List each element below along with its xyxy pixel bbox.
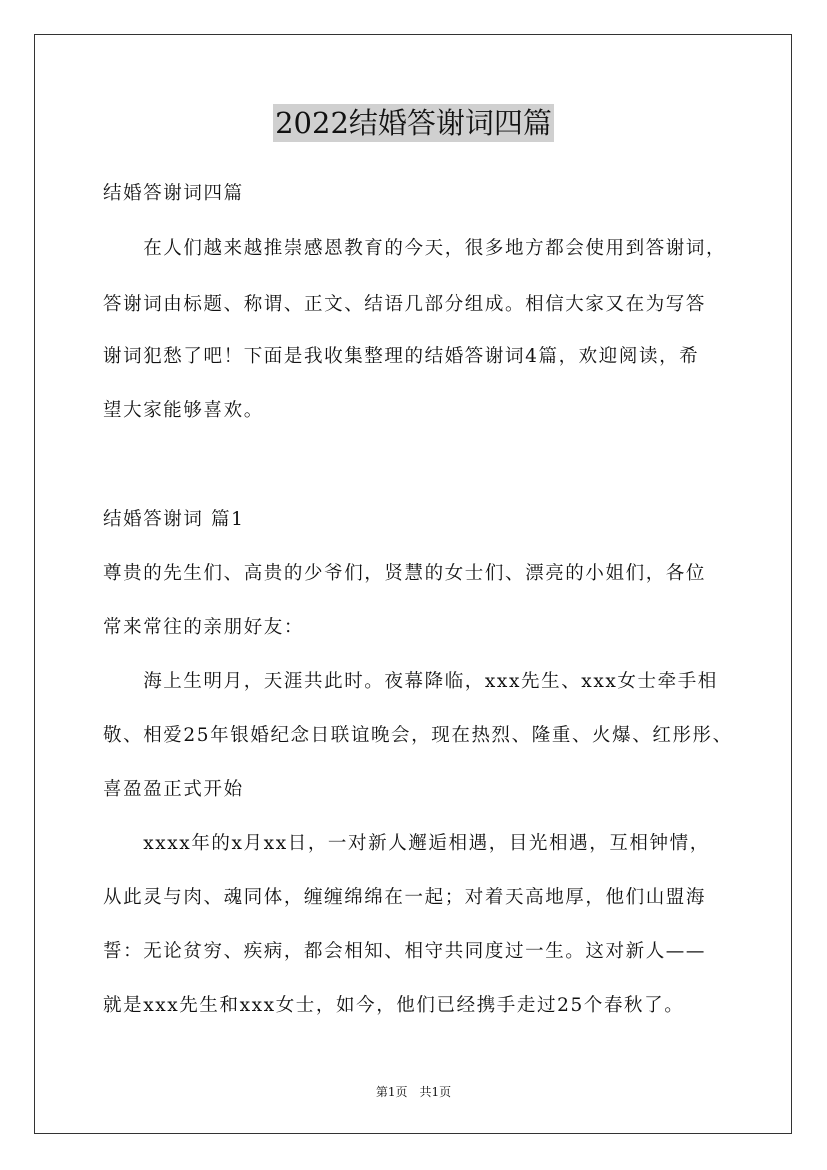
intro-line: 谢词犯愁了吧！下面是我收集整理的结婚答谢词4篇，欢迎阅读，希 <box>103 346 700 367</box>
salutation-line: 常来常往的亲朋好友： <box>103 617 305 638</box>
document-title: 2022结婚答谢词四篇 <box>275 106 552 140</box>
intro-line: 答谢词由标题、称谓、正文、结语几部分组成。相信大家又在为写答 <box>103 294 707 315</box>
salutation-line: 尊贵的先生们、高贵的少爷们，贤慧的女士们、漂亮的小姐们，各位 <box>103 563 707 584</box>
section-heading: 结婚答谢词 篇1 <box>103 509 245 530</box>
paragraph-line: 喜盈盈正式开始 <box>103 779 244 800</box>
page-number-footer: 第1页 共1页 <box>375 1085 452 1099</box>
paragraph-line: 就是xxx先生和xxx女士，如今，他们已经携手走过25个春秋了。 <box>103 995 685 1016</box>
document-subtitle: 结婚答谢词四篇 <box>103 183 244 204</box>
paragraph-line: 敬、相爱25年银婚纪念日联谊晚会，现在热烈、隆重、火爆、红彤彤、 <box>103 725 733 746</box>
intro-line: 在人们越来越推崇感恩教育的今天，很多地方都会使用到答谢词， <box>103 238 727 259</box>
intro-line: 望大家能够喜欢。 <box>103 400 264 421</box>
paragraph-line: 从此灵与肉、魂同体，缠缠绵绵在一起；对着天高地厚，他们山盟海 <box>103 887 707 908</box>
paragraph-line: 海上生明月，天涯共此时。夜幕降临，xxx先生、xxx女士牵手相 <box>103 671 718 692</box>
paragraph-line: xxxx年的x月xx日，一对新人邂逅相遇，目光相遇，互相钟情， <box>103 833 710 854</box>
paragraph-line: 誓：无论贫穷、疾病，都会相知、相守共同度过一生。这对新人—— <box>103 941 707 962</box>
title-container <box>0 104 827 142</box>
